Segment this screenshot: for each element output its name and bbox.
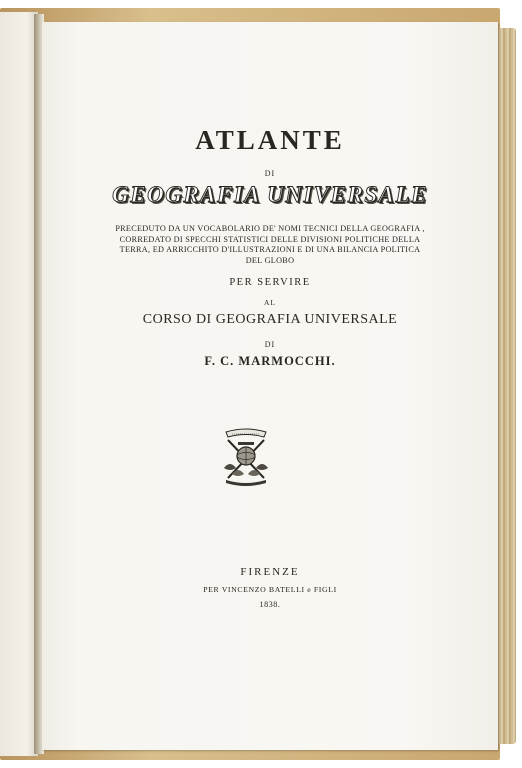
description-line: CORREDATO DI SPECCHI STATISTICI DELLE DIVISIONI POLITICHE DELLA [119, 234, 421, 244]
description-line: PRECEDUTO DA UN VOCABOLARIO DE' NOMI TECNICI DELLA GEOGRAFIA , [115, 224, 425, 233]
description-line: TERRA, ED ARRICCHITO D'ILLUSTRAZIONI E DI UNA BILANCIA POLITICA [119, 245, 421, 254]
al-text: AL [264, 298, 276, 307]
per-servire-text: PER SERVIRE [229, 277, 311, 288]
publication-city: FIRENZE [240, 566, 300, 578]
title-connector: DI [264, 169, 276, 178]
author-connector: DI [264, 340, 276, 349]
description-line: DEL GLOBO [245, 255, 295, 265]
book-subtitle: GEOGRAFIA UNIVERSALE [112, 182, 428, 207]
publisher-name: PER VINCENZO BATELLI e FIGLI [203, 585, 337, 594]
printer-device-icon [218, 424, 274, 488]
book-description [42, 224, 498, 266]
left-page [0, 12, 38, 756]
title-page [42, 22, 498, 750]
book-title: ATLANTE [195, 125, 345, 155]
course-title: CORSO DI GEOGRAFIA UNIVERSALE [142, 312, 398, 327]
publication-year: 1838. [259, 600, 281, 609]
author-name: F. C. MARMOCCHI. [204, 354, 336, 368]
